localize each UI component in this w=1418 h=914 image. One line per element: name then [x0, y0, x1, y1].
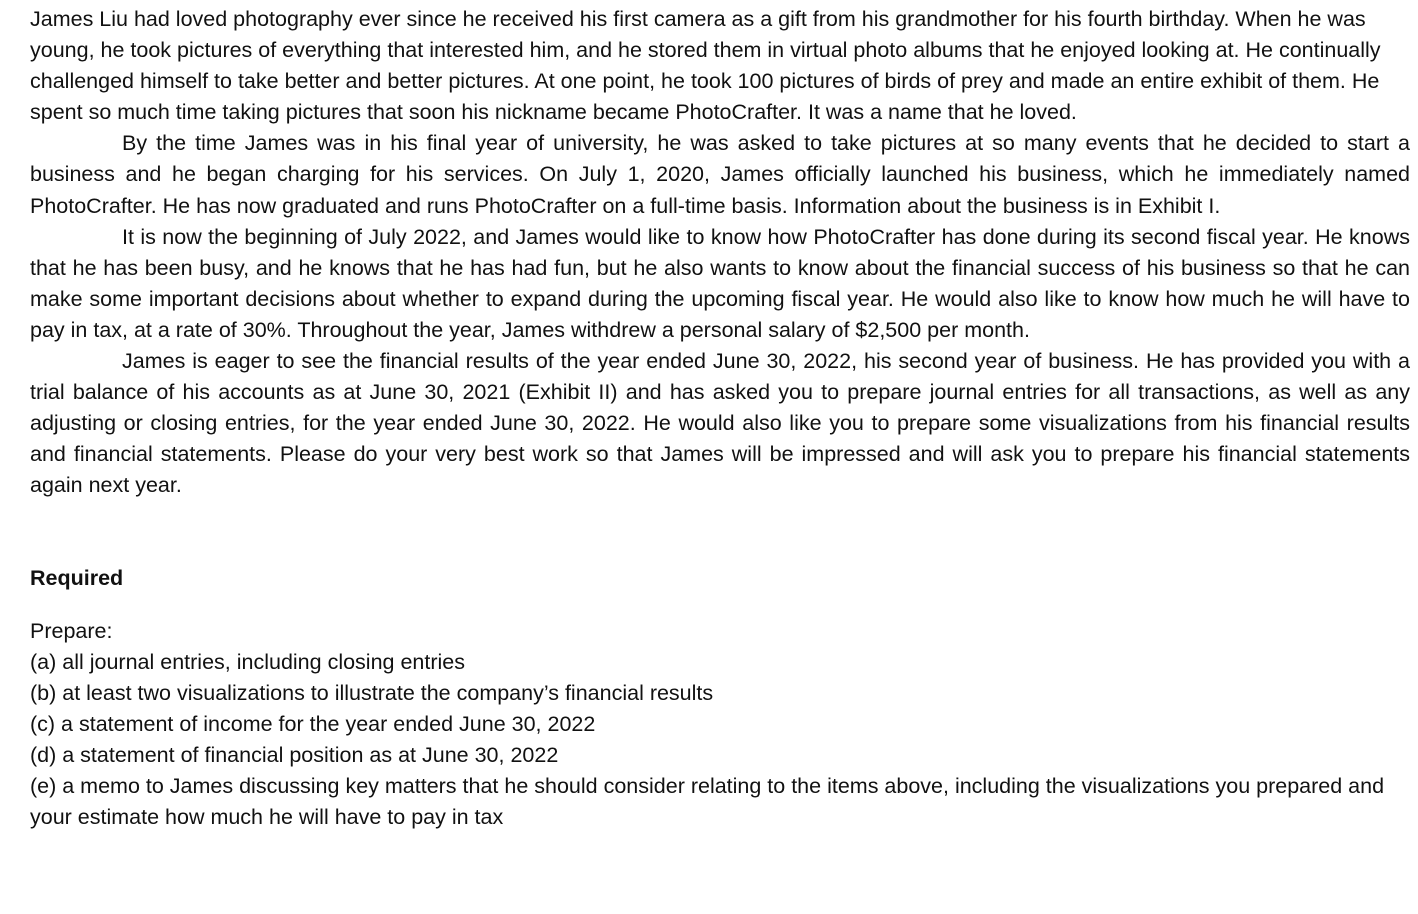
paragraph-business-launch: By the time James was in his final year of university, he was asked to take pictures at so many events that he decided to start a business and he began charging for his services. On July 1, 2020, James officially launched his business, which he immediately named PhotoCrafter. He has now graduated and runs PhotoCrafter on a full-time basis. Information about the business is in Exhibit I. [30, 131, 1410, 218]
requirement-item-b: (b) at least two visualizations to illustrate the company’s financial results [30, 680, 714, 705]
requirement-item-d: (d) a statement of financial position as at June 30, 2022 [30, 742, 559, 767]
requirement-item-e: (e) a memo to James discussing key matters that he should consider relating to the items above, including the visualizations you prepared and your estimate how much he will have to pay in tax [30, 773, 1385, 829]
paragraph-fiscal-year: It is now the beginning of July 2022, and James would like to know how PhotoCrafter has done during its second fiscal year. He knows that he has been busy, and he knows that he has had fun, but he also wants to know about the financial success of his business so that he can make some important decisions about whether to expand during the upcoming fiscal year. He would also like to know how much he will have to pay in tax, at a rate of 30%. Throughout the year, James withdrew a personal salary of $2,500 per month. [30, 224, 1410, 342]
requirement-item-a: (a) all journal entries, including closing entries [30, 649, 465, 674]
required-heading: Required [30, 565, 124, 590]
requirement-item-c: (c) a statement of income for the year ended June 30, 2022 [30, 711, 596, 736]
prepare-intro: Prepare: [30, 618, 113, 643]
paragraph-intro: James Liu had loved photography ever since he received his first camera as a gift from his grandmother for his fourth birthday. When he was young, he took pictures of everything that interested him, and he stored them in virtual photo albums that he enjoyed looking at. He continually challenged himself to take better and better pictures. At one point, he took 100 pictures of birds of prey and made an entire exhibit of them. He spent so much time taking pictures that soon his nickname became PhotoCrafter. It was a name that he loved. [30, 7, 1381, 125]
document-body [30, 4, 1410, 833]
requirements-list [30, 647, 1410, 834]
paragraph-request: James is eager to see the financial results of the year ended June 30, 2022, his second year of business. He has provided you with a trial balance of his accounts as at June 30, 2021 (Exhibit II) and has asked you to prepare journal entries for all transactions, as well as any adjusting or closing entries, for the year ended June 30, 2022. He would also like you to prepare some visualizations from his financial results and financial statements. Please do your very best work so that James will be impressed and will ask you to prepare his financial statements again next year. [30, 349, 1410, 498]
